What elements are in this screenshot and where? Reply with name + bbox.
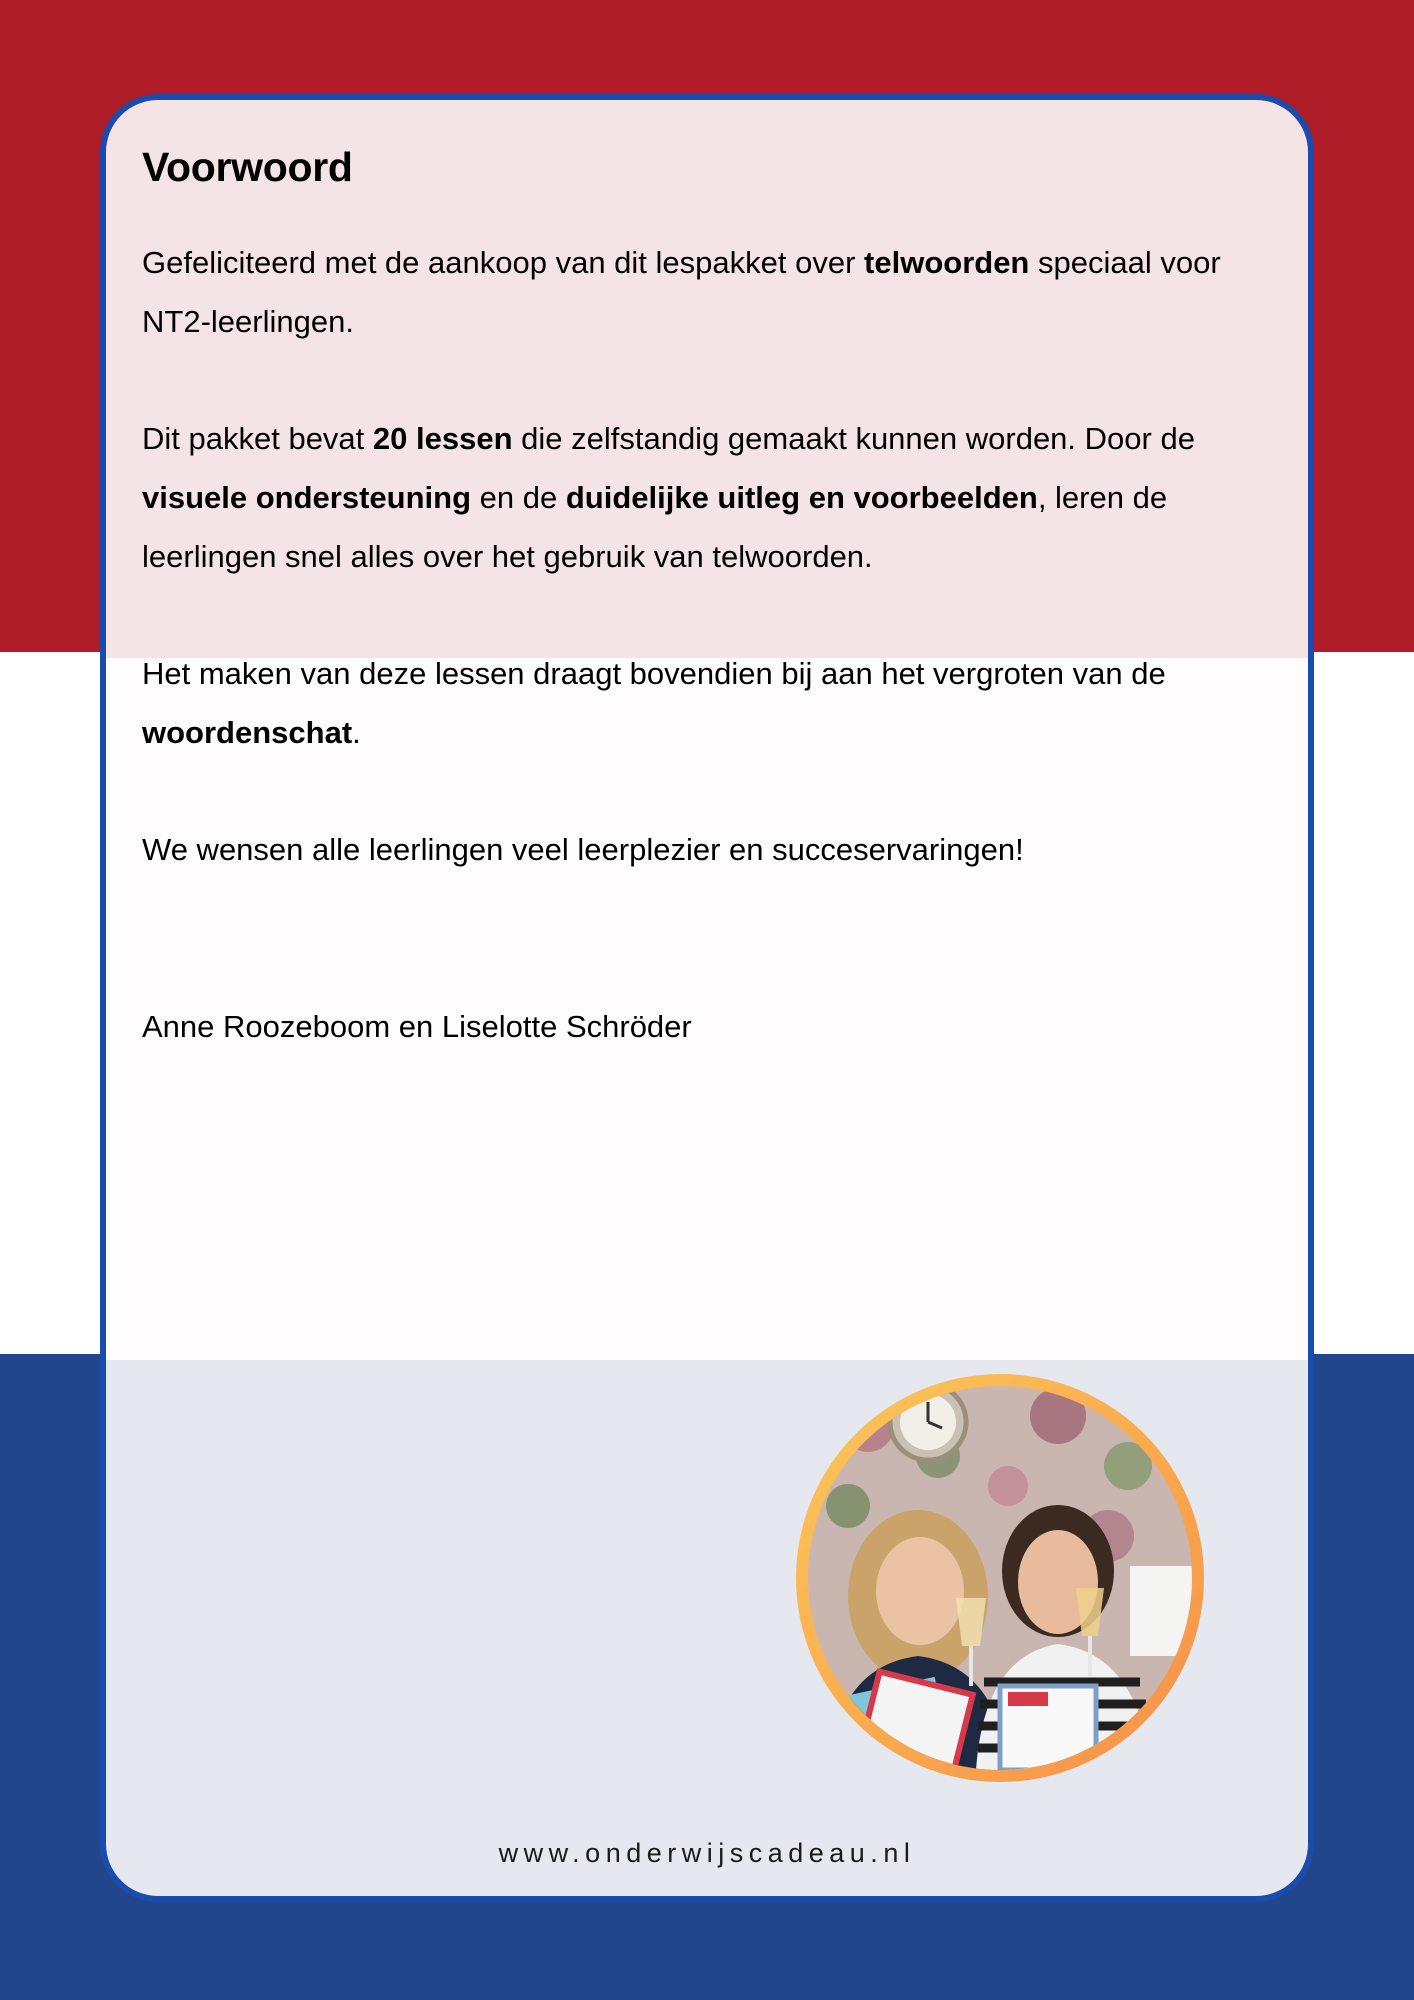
foreword-content	[142, 144, 1272, 1056]
footer-url: www.onderwijscadeau.nl	[498, 1838, 916, 1868]
foreword-card	[100, 94, 1314, 1902]
text-run: die zelfstandig gemaakt kunnen worden. Door de	[512, 421, 1195, 456]
emphasis-text: woordenschat	[142, 715, 353, 750]
emphasis-text: 20 lessen	[372, 421, 513, 456]
emphasis-text: telwoorden	[864, 245, 1030, 280]
signature: Anne Roozeboom en Liselotte Schröder	[142, 1009, 692, 1044]
paragraph-3	[142, 644, 1272, 762]
text-run: Het maken van deze lessen draagt bovendien bij aan het vergroten van de	[142, 656, 1166, 691]
text-run: speciaal voor NT2-leerlingen.	[142, 245, 1221, 339]
text-run: We wensen alle leerlingen veel leerplezier en succeservaringen!	[142, 832, 1024, 867]
text-run: en de	[471, 480, 566, 515]
author-photo-illustration	[808, 1386, 1192, 1770]
text-run: Gefeliciteerd met de aankoop van dit lespakket over	[142, 245, 865, 280]
emphasis-text: duidelijke uitleg en voorbeelden	[565, 480, 1038, 515]
text-run: .	[352, 715, 361, 750]
author-photo-frame	[796, 1374, 1204, 1782]
page-title: Voorwoord	[142, 144, 353, 190]
paragraph-1	[142, 233, 1272, 351]
paragraph-4	[142, 820, 1272, 879]
emphasis-text: visuele ondersteuning	[142, 480, 472, 515]
text-run: , leren de leerlingen snel alles over het gebruik van telwoorden.	[142, 480, 1168, 574]
paragraph-2	[142, 409, 1272, 586]
text-run: Dit pakket bevat	[142, 421, 373, 456]
author-photo	[808, 1386, 1192, 1770]
